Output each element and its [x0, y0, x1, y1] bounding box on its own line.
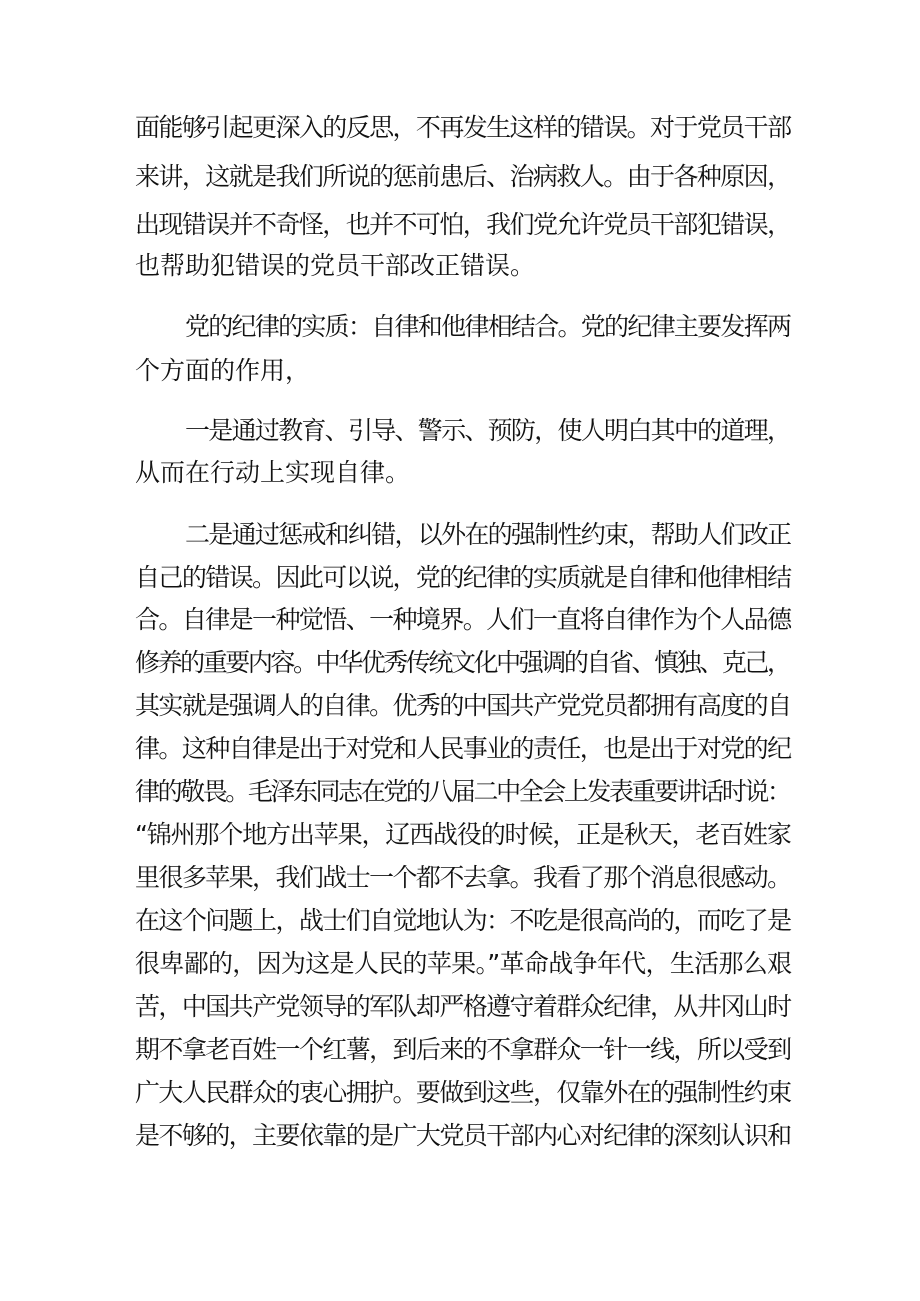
text-line [0, 203, 920, 247]
line-text: 修养的重要内容。中华优秀传统文化中强调的自省、慎独、克己， [135, 648, 790, 677]
text-line [0, 349, 920, 393]
line-text: 合。自律是一种觉悟、一种境界。人们一直将自律作为个人品德 [135, 605, 791, 634]
text-line [0, 409, 920, 453]
line-text: 来讲，这就是我们所说的惩前患后、治病救人。由于各种原因， [135, 162, 791, 191]
text-line [0, 1114, 920, 1158]
line-text: 党的纪律的实质：自律和他律相结合。党的纪律主要发挥两 [185, 312, 791, 341]
text-line [0, 451, 920, 495]
line-text: 自己的错误。因此可以说，党的纪律的实质就是自律和他律相结 [135, 563, 791, 592]
text-line [0, 727, 920, 771]
text-line [0, 856, 920, 900]
text-line [0, 899, 920, 943]
text-line [0, 684, 920, 728]
text-line [0, 1028, 920, 1072]
line-text: 律。这种自律是出于对党和人民事业的责任，也是出于对党的纪 [135, 734, 791, 763]
line-text: 苦，中国共产党领导的军队却严格遵守着群众纪律，从井冈山时 [135, 992, 791, 1021]
line-text: 一是通过教育、引导、警示、预防，使人明白其中的道理， [185, 416, 791, 445]
text-line [0, 556, 920, 600]
text-line [0, 155, 920, 199]
line-text: 个方面的作用， [135, 356, 311, 385]
text-line [0, 106, 920, 150]
line-text: 很卑鄙的，因为这是人民的苹果。”革命战争年代，生活那么艰 [135, 949, 792, 978]
line-text: 也帮助犯错误的党员干部改正错误。 [135, 251, 536, 280]
text-line [0, 813, 920, 857]
line-text: 二是通过惩戒和纠错，以外在的强制性约束，帮助人们改正 [185, 520, 791, 549]
text-line [0, 513, 920, 557]
line-text: 期不拿老百姓一个红薯，到后来的不拿群众一针一线，所以受到 [135, 1035, 791, 1064]
line-text: 里很多苹果，我们战士一个都不去拿。我看了那个消息很感动。 [135, 863, 791, 892]
text-line [0, 305, 920, 349]
line-text: 广大人民群众的衷心拥护。要做到这些，仅靠外在的强制性约束 [135, 1078, 791, 1107]
line-text: 其实就是强调人的自律。优秀的中国共产党党员都拥有高度的自 [135, 691, 791, 720]
text-line [0, 598, 920, 642]
text-line [0, 244, 920, 288]
line-text: 从而在行动上实现自律。 [135, 458, 411, 487]
line-text: “锦州那个地方出苹果，辽西战役的时候，正是秋天，老百姓家 [135, 820, 791, 849]
text-line [0, 641, 920, 685]
text-line [0, 770, 920, 814]
line-text: 面能够引起更深入的反思，不再发生这样的错误。对于党员干部 [135, 113, 791, 142]
line-text: 在这个问题上，战士们自觉地认为：不吃是很高尚的，而吃了是 [135, 906, 791, 935]
line-text: 出现错误并不奇怪，也并不可怕，我们党允许党员干部犯错误， [135, 210, 791, 239]
line-text: 律的敬畏。毛泽东同志在党的八届二中全会上发表重要讲话时说： [135, 777, 790, 806]
text-line [0, 942, 920, 986]
line-text: 是不够的，主要依靠的是广大党员干部内心对纪律的深刻认识和 [135, 1121, 791, 1150]
text-line [0, 1071, 920, 1115]
text-line [0, 985, 920, 1029]
